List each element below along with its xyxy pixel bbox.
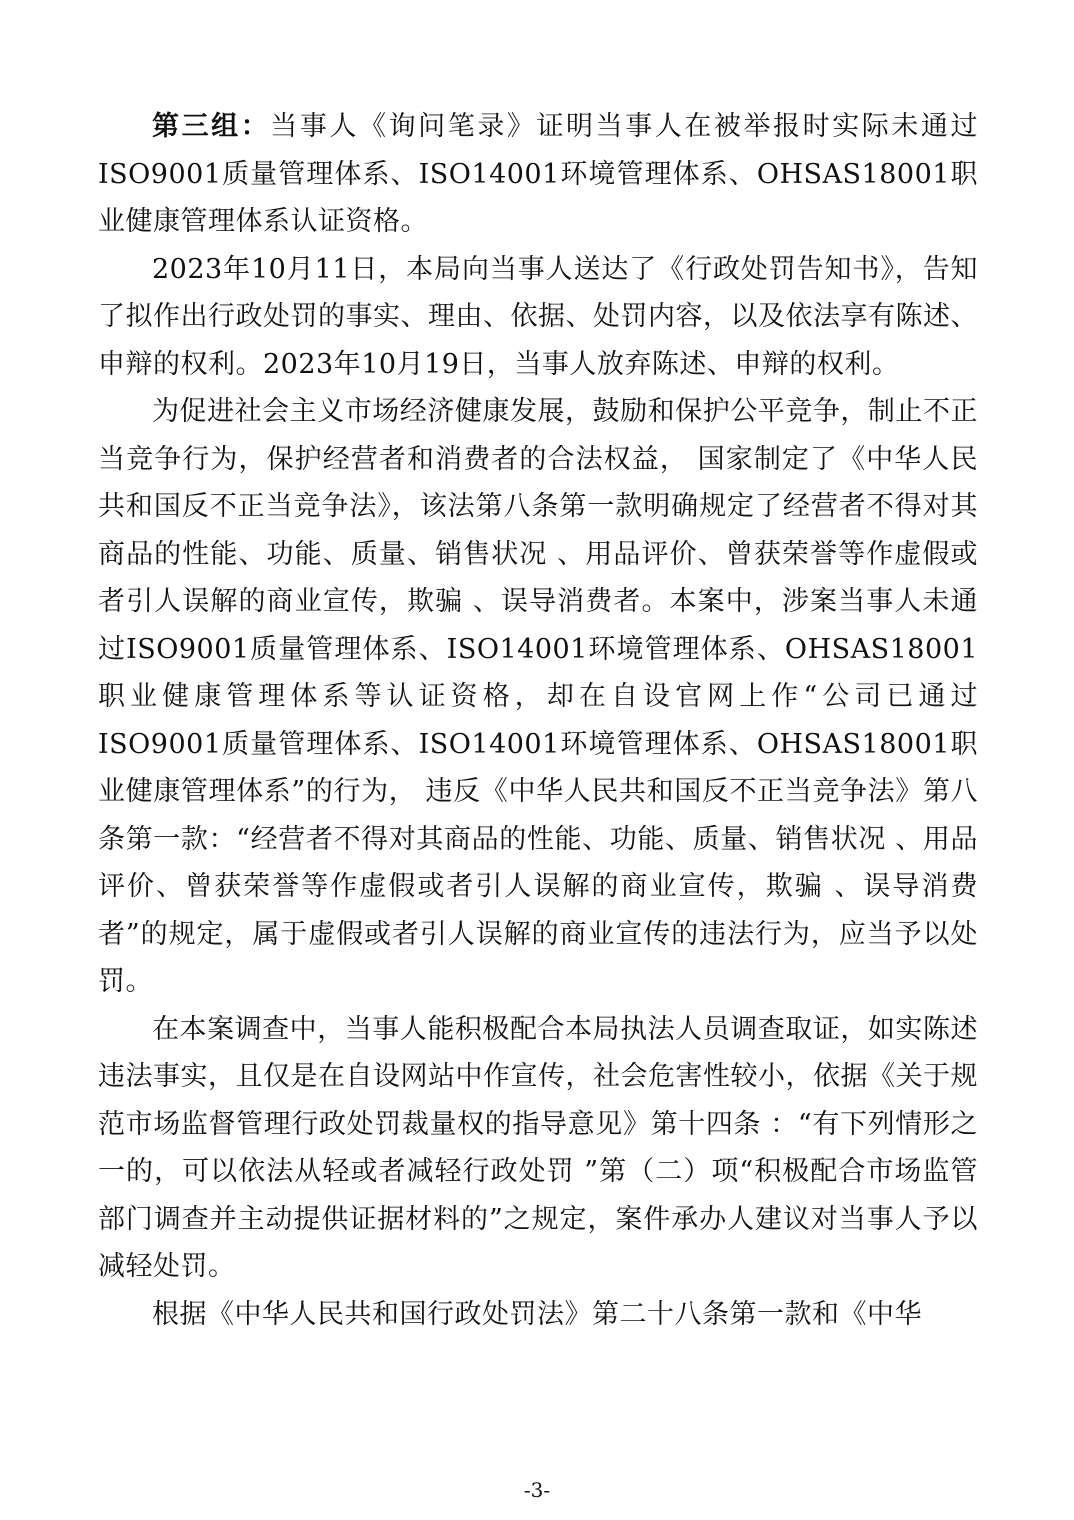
paragraph-basis: 根据《中华人民共和国行政处罚法》第二十八条第一款和《中华 [152, 1298, 922, 1330]
paragraph-lead-label: 第三组： [152, 111, 271, 142]
paragraph-text: 当事人《询问笔录》证明当事人在被举报时实际未通过ISO9001质量管理体系、ISO14001环境管理体系、OHSAS18001职业健康管理体系认证资格。 [98, 111, 978, 237]
page-number: -3- [523, 1478, 551, 1502]
paragraph-legal-analysis: 为促进社会主义市场经济健康发展，鼓励和保护公平竞争，制止不正当竞争行为，保护经营者和消费者的合法权益， 国家制定了《中华人民共和国反不正当竞争法》，该法第八条第一款明确规定了经营者不得对其商品的性能、功能、质量、销售状况 、用品评价、曾获荣誉等作虚假或者引人误解的商业宣传，欺骗 、误导消费者。本案中，涉案当事人未通过ISO9001质量管理体系、ISO14001环境管理体系、OHSAS18001职业健康管理体系等认证资格，却在自设官网上作“公司已通过ISO9001质量管理体系、ISO14001环境管理体系、OHSAS18001职业健康管理体系”的行为， 违反《中华人民共和国反不正当竞争法》第八条第一款：“经营者不得对其商品的性能、功能、质量、销售状况 、用品评价、曾获荣誉等作虚假或者引人误解的商业宣传，欺骗 、误导消费者”的规定，属于虚假或者引人误解的商业宣传的违法行为，应当予以处罚。 [98, 396, 978, 997]
paragraph-notice-served: 2023年10月11日，本局向当事人送达了《行政处罚告知书》，告知了拟作出行政处罚的事实、理由、依据、处罚内容，以及依法享有陈述、申辩的权利。2023年10月19日，当事人放弃陈述、申辩的权利。 [98, 253, 978, 380]
paragraph-evidence-group-3 [98, 103, 978, 246]
document-body [98, 103, 978, 1338]
paragraph-mitigation: 在本案调查中，当事人能积极配合本局执法人员调查取证，如实陈述违法事实，且仅是在自设网站中作宣传，社会危害性较小，依据《关于规范市场监督管理行政处罚裁量权的指导意见》第十四条 ：“有下列情形之一的，可以依法从轻或者减轻行政处罚 ”第（二）项“积极配合市场监管部门调查并主动提供证据材料的”之规定，案件承办人建议对当事人予以减轻处罚。 [98, 1013, 978, 1282]
